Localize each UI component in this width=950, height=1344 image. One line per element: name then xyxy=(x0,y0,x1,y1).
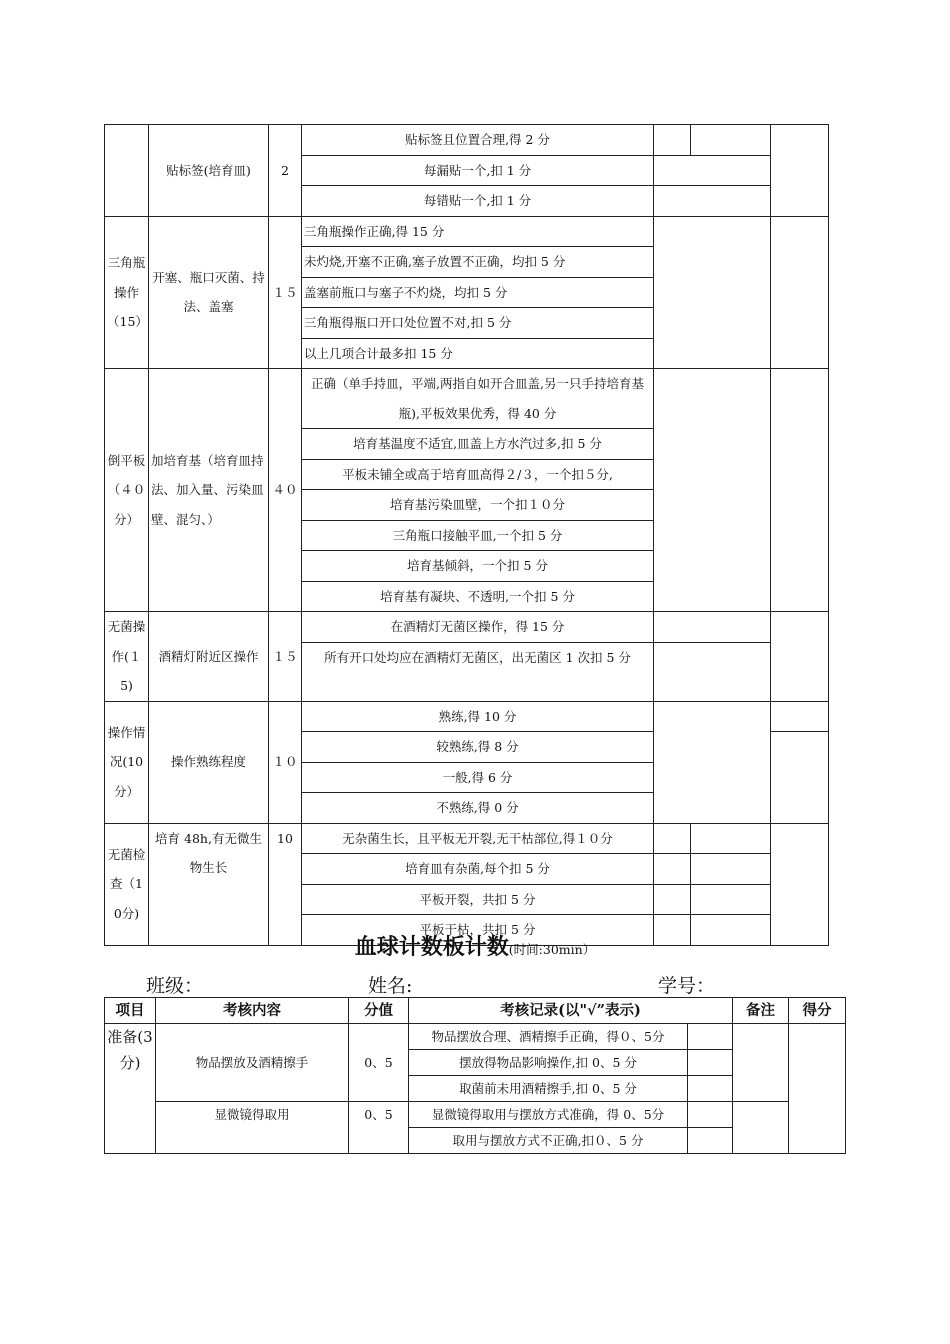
name-label: 姓名: xyxy=(368,975,413,997)
remark-cell[interactable] xyxy=(733,1102,789,1154)
record-cell: 较熟练,得 8 分 xyxy=(302,732,654,763)
record-cell: 盖塞前瓶口与塞子不灼烧，均扣 5 分 xyxy=(302,277,654,308)
item-cell: 倒平板（４０分） xyxy=(105,369,149,612)
section-title xyxy=(0,930,950,961)
record-cell: 取用与摆放方式不正确,扣０、5 分 xyxy=(409,1128,688,1154)
check-cell[interactable] xyxy=(654,642,771,701)
score-input-cell[interactable] xyxy=(771,612,829,702)
section-title-text: 血球计数板计数 xyxy=(354,934,509,960)
check-cell[interactable] xyxy=(688,1102,733,1128)
item-cell: 三角瓶操作（15） xyxy=(105,216,149,369)
record-cell: 物品摆放合理、酒精擦手正确，得０、5分 xyxy=(409,1024,688,1050)
class-label: 班级： xyxy=(146,975,204,997)
content-cell: 操作熟练程度 xyxy=(149,701,269,823)
content-cell: 开塞、瓶口灭菌、持法、盖塞 xyxy=(149,216,269,369)
remark-cell[interactable] xyxy=(733,1024,789,1102)
item-cell: 无菌检查（10分) xyxy=(105,823,149,945)
score-input-cell[interactable] xyxy=(771,701,829,732)
remark-cell[interactable] xyxy=(691,854,771,885)
check-cell[interactable] xyxy=(654,854,691,885)
content-cell: 酒精灯附近区操作 xyxy=(149,612,269,702)
header-record: 考核记录(以"√”表示) xyxy=(409,998,733,1024)
record-cell: 三角瓶操作正确,得 15 分 xyxy=(302,216,654,247)
header-item: 项目 xyxy=(105,998,156,1024)
record-cell: 不熟练,得 0 分 xyxy=(302,793,654,824)
score-cell: １５ xyxy=(269,612,302,702)
check-cell[interactable] xyxy=(688,1128,733,1154)
check-cell[interactable] xyxy=(654,884,691,915)
score-cell: 2 xyxy=(269,125,302,217)
content-cell: 显微镜得取用 xyxy=(156,1102,349,1154)
record-cell: 以上几项合计最多扣 15 分 xyxy=(302,338,654,369)
score-input-cell[interactable] xyxy=(771,369,829,612)
score-cell: 10 xyxy=(269,823,302,945)
score-cell: ４０ xyxy=(269,369,302,612)
check-cell[interactable] xyxy=(654,823,691,854)
score-cell: 0、5 xyxy=(349,1024,409,1102)
content-cell: 培育 48h,有无微生物生长 xyxy=(149,823,269,945)
record-cell: 三角瓶口接触平皿,一个扣 5 分 xyxy=(302,520,654,551)
record-cell: 无杂菌生长，且平板无开裂,无干枯部位,得１０分 xyxy=(302,823,654,854)
content-cell: 加培育基（培育皿持法、加入量、污染皿壁、混匀、） xyxy=(149,369,269,612)
check-cell[interactable] xyxy=(688,1076,733,1102)
header-remark: 备注 xyxy=(733,998,789,1024)
item-cell: 准备(3分) xyxy=(105,1024,156,1154)
record-cell: 熟练,得 10 分 xyxy=(302,701,654,732)
record-cell: 在酒精灯无菌区操作，得 15 分 xyxy=(302,612,654,643)
item-cell: 操作情况(10分） xyxy=(105,701,149,823)
record-cell: 每错贴一个,扣 1 分 xyxy=(302,186,654,217)
record-cell: 摆放得物品影响操作,扣 0、5 分 xyxy=(409,1050,688,1076)
item-cell-empty xyxy=(105,125,149,217)
check-cell[interactable] xyxy=(688,1050,733,1076)
header-score: 分值 xyxy=(349,998,409,1024)
record-cell: 平板未铺全或高于培育皿高得２/３，一个扣５分, xyxy=(302,459,654,490)
record-cell: 未灼烧,开塞不正确,塞子放置不正确，均扣 5 分 xyxy=(302,247,654,278)
content-cell: 物品摆放及酒精擦手 xyxy=(156,1024,349,1102)
record-cell: 培育皿有杂菌,每个扣 5 分 xyxy=(302,854,654,885)
check-cell[interactable] xyxy=(654,186,771,217)
remark-cell[interactable] xyxy=(691,125,771,156)
check-cell[interactable] xyxy=(654,125,691,156)
record-cell: 每漏贴一个,扣 1 分 xyxy=(302,155,654,186)
score-input-cell[interactable] xyxy=(789,1024,846,1154)
record-cell: 正确（单手持皿，平端,两指自如开合皿盖,另一只手持培育基瓶),平板效果优秀，得 40 分 xyxy=(302,369,654,429)
record-cell: 培育基污染皿壁，一个扣１０分 xyxy=(302,490,654,521)
check-cell[interactable] xyxy=(654,369,771,612)
check-cell[interactable] xyxy=(654,155,771,186)
score-input-cell[interactable] xyxy=(771,732,829,824)
score-input-cell[interactable] xyxy=(771,125,829,217)
score-cell: １５ xyxy=(269,216,302,369)
check-cell[interactable] xyxy=(688,1024,733,1050)
section-time: (时间:30min） xyxy=(508,942,596,957)
record-cell: 所有开口处均应在酒精灯无菌区，出无菌区 1 次扣 5 分 xyxy=(302,642,654,701)
assessment-table-1 xyxy=(104,124,829,946)
record-cell: 一般,得 6 分 xyxy=(302,762,654,793)
content-cell: 贴标签(培育皿) xyxy=(149,125,269,217)
record-cell: 培育基倾斜，一个扣 5 分 xyxy=(302,551,654,582)
record-cell: 平板开裂，共扣 5 分 xyxy=(302,884,654,915)
assessment-table-2 xyxy=(104,997,846,1154)
header-content: 考核内容 xyxy=(156,998,349,1024)
record-cell: 平板干枯，共扣 5 分 xyxy=(302,915,654,946)
item-cell: 无菌操作(１5) xyxy=(105,612,149,702)
score-input-cell[interactable] xyxy=(771,216,829,369)
remark-cell[interactable] xyxy=(691,884,771,915)
check-cell[interactable] xyxy=(654,612,771,643)
record-cell: 贴标签且位置合理,得 2 分 xyxy=(302,125,654,156)
record-cell: 培育基有凝块、不透明,一个扣 5 分 xyxy=(302,581,654,612)
record-cell: 显微镜得取用与摆放方式准确，得 0、5分 xyxy=(409,1102,688,1128)
score-cell: 0、5 xyxy=(349,1102,409,1154)
score-input-cell[interactable] xyxy=(771,823,829,945)
check-cell[interactable] xyxy=(654,701,771,823)
student-id-label: 学号： xyxy=(658,975,716,997)
check-cell[interactable] xyxy=(654,216,771,369)
record-cell: 三角瓶得瓶口开口处位置不对,扣 5 分 xyxy=(302,308,654,339)
remark-cell[interactable] xyxy=(691,823,771,854)
record-cell: 取菌前未用酒精擦手,扣 0、5 分 xyxy=(409,1076,688,1102)
header-points: 得分 xyxy=(789,998,846,1024)
score-cell: １０ xyxy=(269,701,302,823)
record-cell: 培育基温度不适宜,皿盖上方水汽过多,扣 5 分 xyxy=(302,429,654,460)
